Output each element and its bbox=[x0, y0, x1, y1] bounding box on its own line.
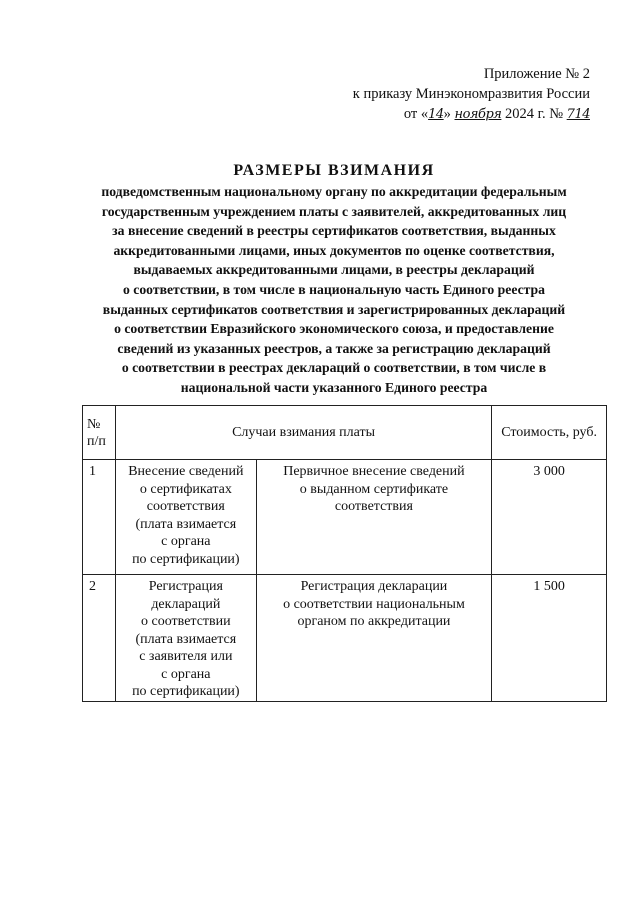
annex-year: 2024 г. № bbox=[505, 106, 564, 122]
title-sub-line: за внесение сведений в реестры сертификатов соответствия, выданных bbox=[112, 223, 556, 239]
category-line: с органа bbox=[161, 666, 211, 682]
category-line: о соответствии bbox=[141, 614, 231, 629]
header-number-sign: № bbox=[87, 416, 101, 432]
annex-order-ref: к приказу Минэкономразвития России bbox=[352, 86, 590, 102]
annex-header bbox=[353, 64, 590, 125]
row-description bbox=[256, 460, 491, 575]
category-line: Внесение сведений bbox=[128, 464, 244, 479]
description-line: Первичное внесение сведений bbox=[283, 464, 465, 479]
title-sub-line: национальной части указанного Единого реестра bbox=[180, 379, 488, 395]
header-number bbox=[83, 406, 116, 460]
category-line: (плата взимается bbox=[135, 516, 237, 532]
row-description bbox=[256, 575, 491, 702]
row-number: 1 bbox=[83, 460, 116, 575]
title-subtitle bbox=[60, 182, 608, 398]
description-line: о соответствии национальным bbox=[283, 596, 465, 612]
category-line: с органа bbox=[161, 534, 211, 549]
annex-month: ноября bbox=[454, 107, 502, 122]
category-line: по сертификации) bbox=[132, 684, 240, 699]
header-cost: Стоимость, руб. bbox=[492, 406, 607, 460]
title-sub-line: подведомственным национальному органу по аккредитации федеральным bbox=[101, 184, 567, 199]
row-cost: 1 500 bbox=[492, 575, 607, 702]
table-row bbox=[83, 460, 607, 575]
annex-number: 714 bbox=[566, 107, 590, 122]
table-header-row bbox=[83, 406, 607, 460]
annex-date-prefix: от « bbox=[403, 106, 429, 122]
title-sub-line: о соответствии, в том числе в национальную часть Единого реестра bbox=[123, 281, 545, 297]
row-cost: 3 000 bbox=[492, 460, 607, 575]
table-row bbox=[83, 575, 607, 702]
category-line: (плата взимается bbox=[135, 631, 237, 647]
title-sub-line: выдаваемых аккредитованными лицами, в реестры деклараций bbox=[133, 262, 535, 278]
description-line: органом по аккредитации bbox=[297, 614, 451, 629]
description-line: о выданном сертификате bbox=[299, 481, 449, 497]
document-title bbox=[60, 160, 608, 398]
category-line: о сертификатах bbox=[139, 481, 232, 497]
title-sub-line: сведений из указанных реестров, а также за регистрацию деклараций bbox=[117, 340, 551, 356]
category-line: соответствия bbox=[146, 499, 225, 514]
annex-date-line bbox=[353, 104, 590, 125]
fees-table bbox=[82, 405, 607, 702]
category-line: Регистрация bbox=[148, 579, 223, 594]
row-number: 2 bbox=[83, 575, 116, 702]
title-main: РАЗМЕРЫ ВЗИМАНИЯ bbox=[233, 162, 435, 179]
header-number-pp: п/п bbox=[87, 433, 106, 449]
category-line: по сертификации) bbox=[132, 551, 240, 567]
category-line: деклараций bbox=[151, 596, 221, 612]
annex-date-mid: » bbox=[443, 106, 451, 122]
description-line: Регистрация декларации bbox=[300, 579, 448, 594]
category-line: с заявителя или bbox=[139, 649, 233, 664]
row-category bbox=[115, 575, 256, 702]
title-sub-line: выданных сертификатов соответствия и зарегистрированных деклараций bbox=[102, 301, 566, 317]
title-sub-line: о соответствии Евразийского экономического союза, и предоставление bbox=[114, 321, 554, 337]
title-sub-line: о соответствии в реестрах деклараций о соответствии, в том числе в bbox=[121, 360, 547, 376]
description-line: соответствия bbox=[334, 499, 413, 514]
row-category bbox=[115, 460, 256, 575]
annex-title: Приложение № 2 bbox=[483, 66, 590, 82]
title-sub-line: государственным учреждением платы с заявителей, аккредитованных лиц bbox=[101, 203, 567, 219]
header-cases: Случаи взимания платы bbox=[115, 406, 491, 460]
annex-day: 14 bbox=[428, 107, 444, 122]
title-sub-line: аккредитованными лицами, иных документов по оценке соответствия, bbox=[113, 242, 555, 258]
